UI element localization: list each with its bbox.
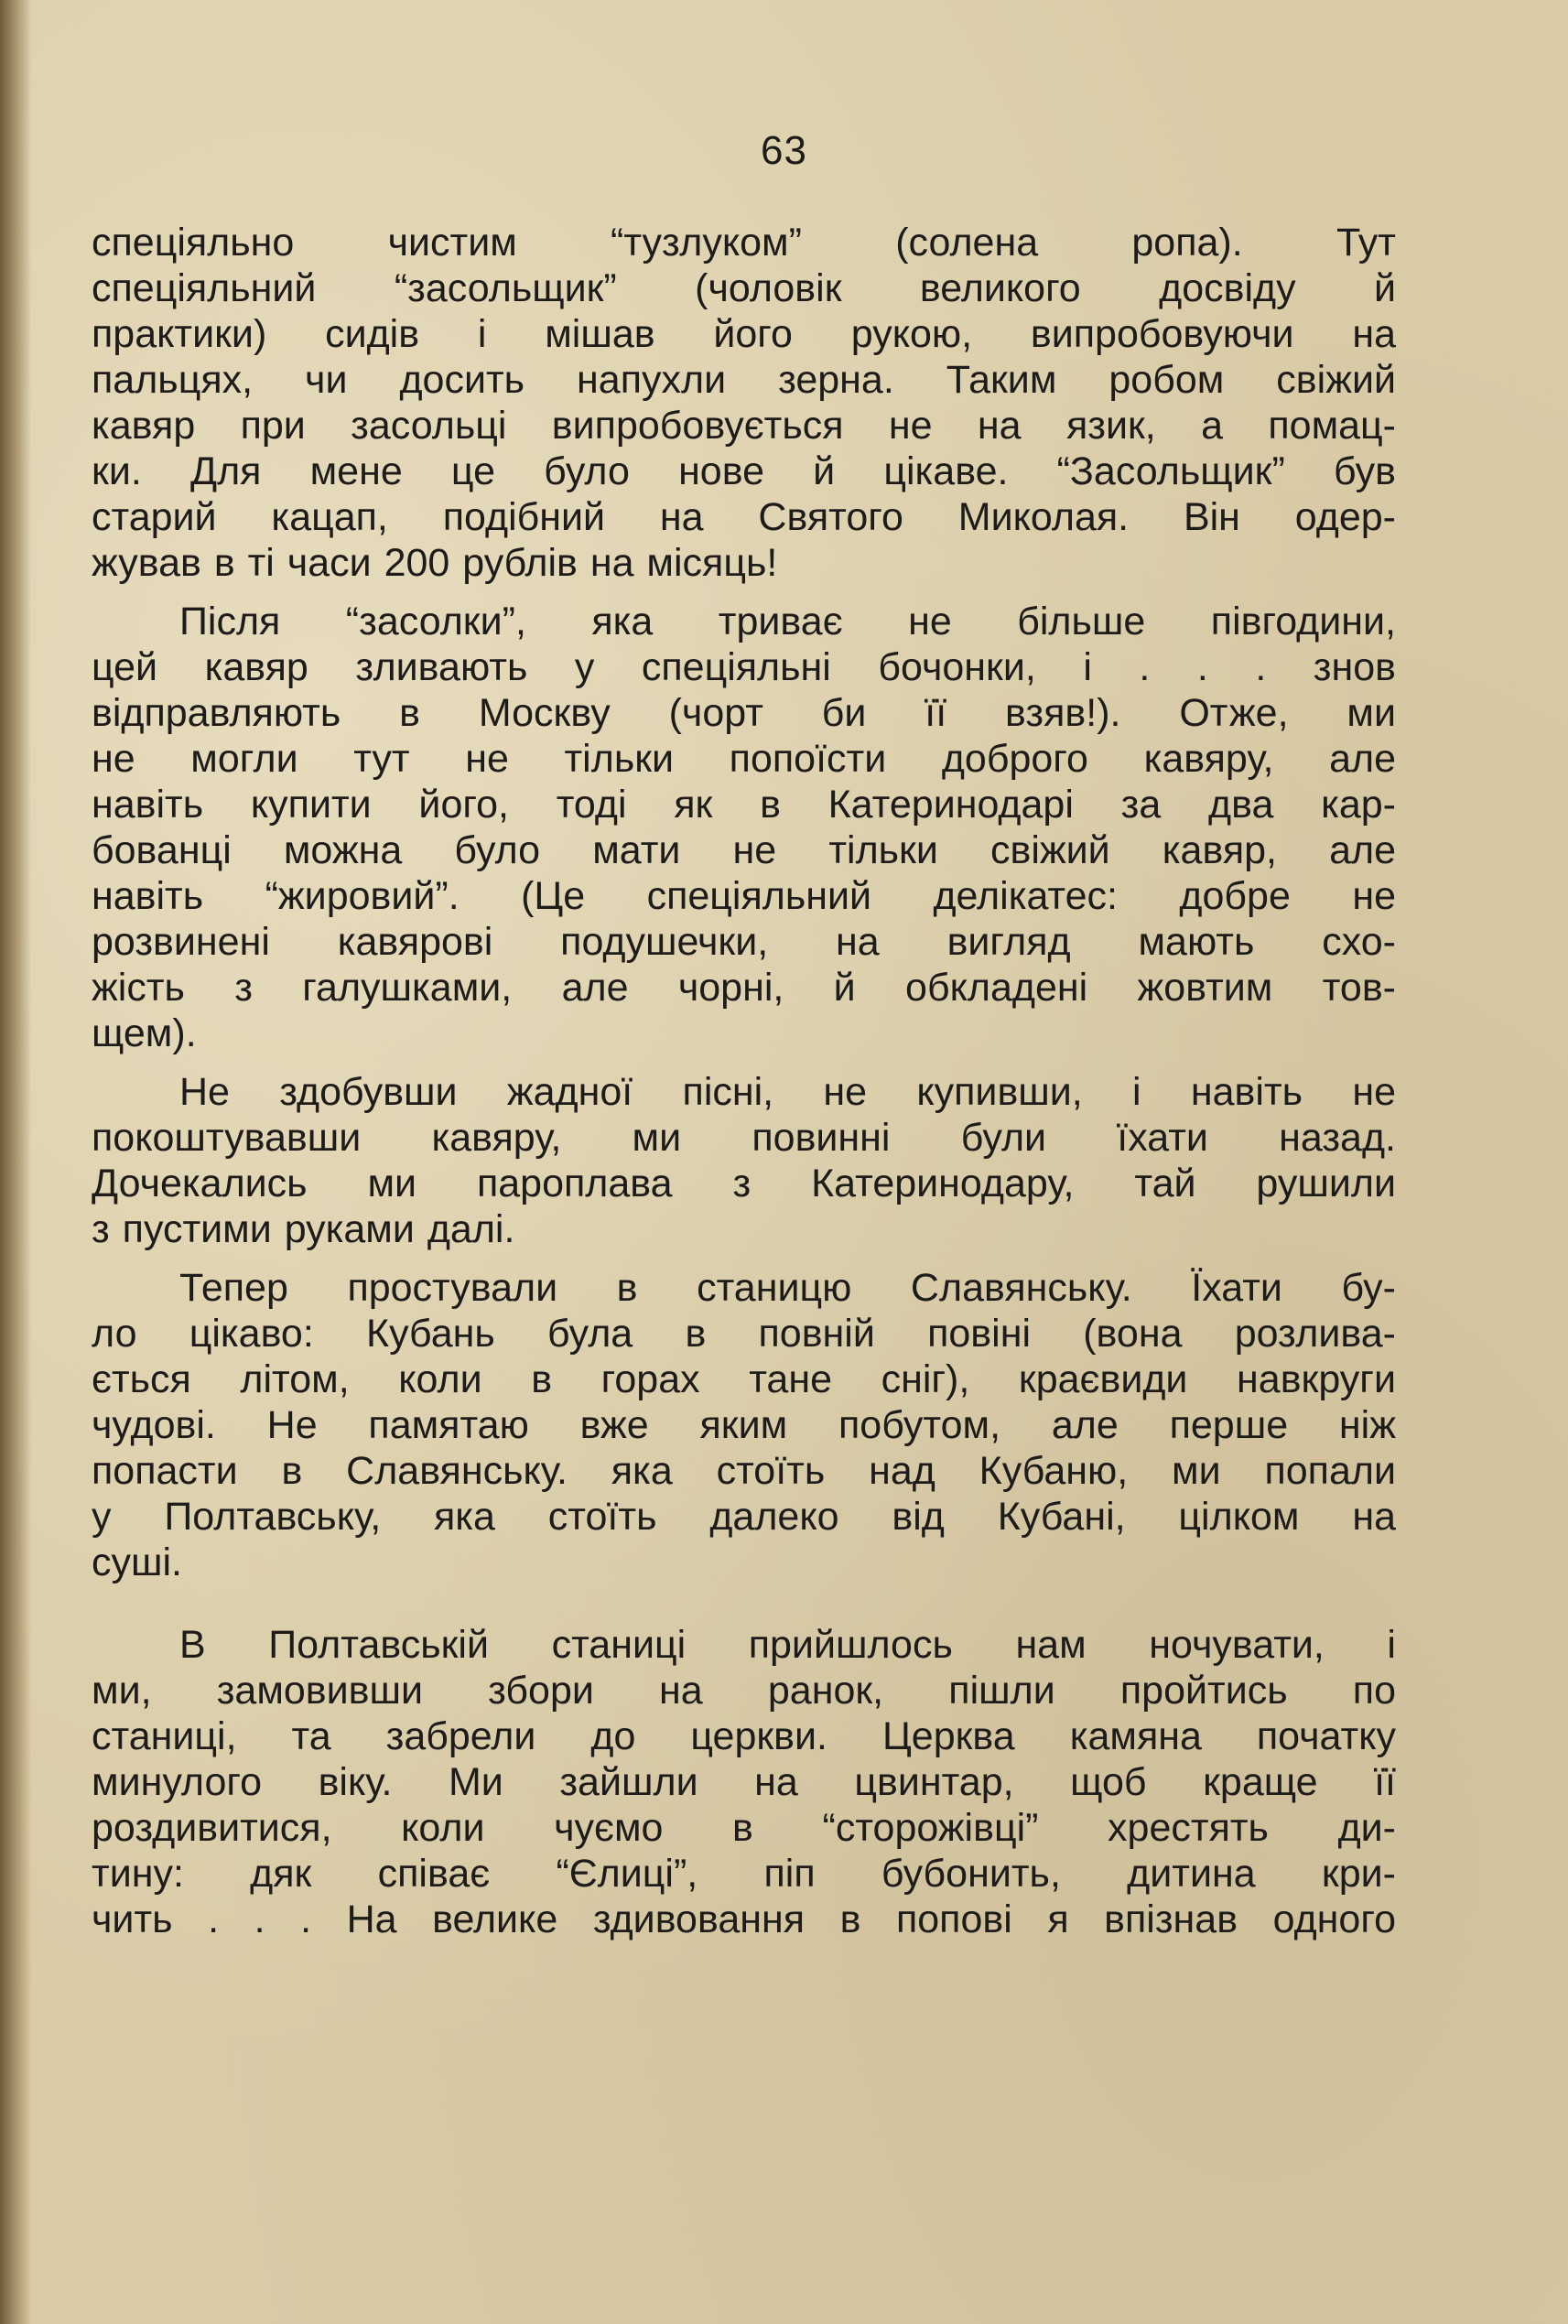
- text-line: бованці можна було мати не тільки свіжий кавяр, але: [92, 828, 1396, 872]
- paragraph-2: [92, 599, 1396, 1056]
- text-line: у Полтавську, яка стоїть далеко від Кубані, цілком на: [92, 1495, 1396, 1539]
- text-line: кавяр при засольці випробовується не на язик, а помац-: [92, 404, 1396, 448]
- text-line: чить . . . На велике здивовання в попові я впізнав одного: [92, 1897, 1396, 1941]
- text-line: покоштувавши кавяру, ми повинні були їхати назад.: [92, 1116, 1396, 1160]
- text-line: минулого віку. Ми зайшли на цвинтар, щоб краще її: [92, 1760, 1396, 1804]
- paragraph-3: [92, 1069, 1396, 1252]
- text-line: жував в ті часи 200 рублів на місяць!: [92, 541, 778, 585]
- text-line: відправляють в Москву (чорт би її взяв!). Отже, ми: [92, 691, 1396, 735]
- text-line: Після “засолки”, яка триває не більше півгодини,: [179, 600, 1396, 643]
- paragraph-4: [92, 1265, 1396, 1585]
- text-line: тину: дяк співає “Єлиці”, піп бубонить, дитина кри-: [92, 1852, 1396, 1896]
- text-line: спеціяльний “засольщик” (чоловік великого досвіду й: [92, 266, 1396, 310]
- text-line: Дочекались ми пароплава з Катеринодару, тай рушили: [92, 1162, 1396, 1205]
- text-line: суші.: [92, 1540, 182, 1584]
- text-line: попасти в Славянську. яка стоїть над Кубаню, ми попали: [92, 1449, 1396, 1493]
- page-number: 63: [761, 128, 807, 173]
- text-line: роздивитися, коли чуємо в “сторожівці” хрестять ди-: [92, 1806, 1396, 1850]
- text-line: навіть купити його, тоді як в Катеринодарі за два кар-: [92, 783, 1396, 827]
- text-line: не могли тут не тільки попоїсти доброго кавяру, але: [92, 737, 1396, 781]
- book-spine-shadow: [0, 0, 31, 2324]
- body-text: [92, 220, 1396, 1942]
- text-line: практики) сидів і мішав його рукою, випробовуючи на: [92, 312, 1396, 356]
- text-line: ки. Для мене це було нове й цікаве. “Засольщик” був: [92, 449, 1396, 493]
- text-line: Не здобувши жадної пісні, не купивши, і навіть не: [179, 1070, 1396, 1114]
- text-line: станиці, та забрели до церкви. Церква камяна початку: [92, 1714, 1396, 1758]
- paragraph-1: [92, 220, 1396, 586]
- text-line: чудові. Не памятаю вже яким побутом, але перше ніж: [92, 1403, 1396, 1447]
- text-line: цей кавяр зливають у спеціяльні бочонки, і . . . знов: [92, 645, 1396, 689]
- text-line: жість з галушками, але чорні, й обкладені жовтим тов-: [92, 966, 1396, 1010]
- text-line: ється літом, коли в горах тане сніг), краєвиди навкруги: [92, 1357, 1396, 1401]
- text-line: щем).: [92, 1011, 197, 1055]
- text-line: старий кацап, подібний на Святого Миколая. Він одер-: [92, 495, 1396, 539]
- paragraph-5: [92, 1622, 1396, 1942]
- text-line: В Полтавській станиці прийшлось нам ночувати, і: [179, 1623, 1396, 1667]
- text-line: пальцях, чи досить напухли зерна. Таким робом свіжий: [92, 358, 1396, 402]
- text-line: ми, замовивши збори на ранок, пішли пройтись по: [92, 1669, 1396, 1713]
- text-line: навіть “жировий”. (Це спеціяльний делікатес: добре не: [92, 874, 1396, 918]
- text-line: Тепер простували в станицю Славянську. Їхати бу-: [179, 1266, 1396, 1310]
- text-line: розвинені кавярові подушечки, на вигляд мають схо-: [92, 920, 1396, 964]
- text-line: спеціяльно чистим “тузлуком” (солена ропа). Тут: [92, 221, 1396, 265]
- text-line: з пустими руками далі.: [92, 1207, 515, 1251]
- text-line: ло цікаво: Кубань була в повній повіні (вона розлива-: [92, 1312, 1396, 1356]
